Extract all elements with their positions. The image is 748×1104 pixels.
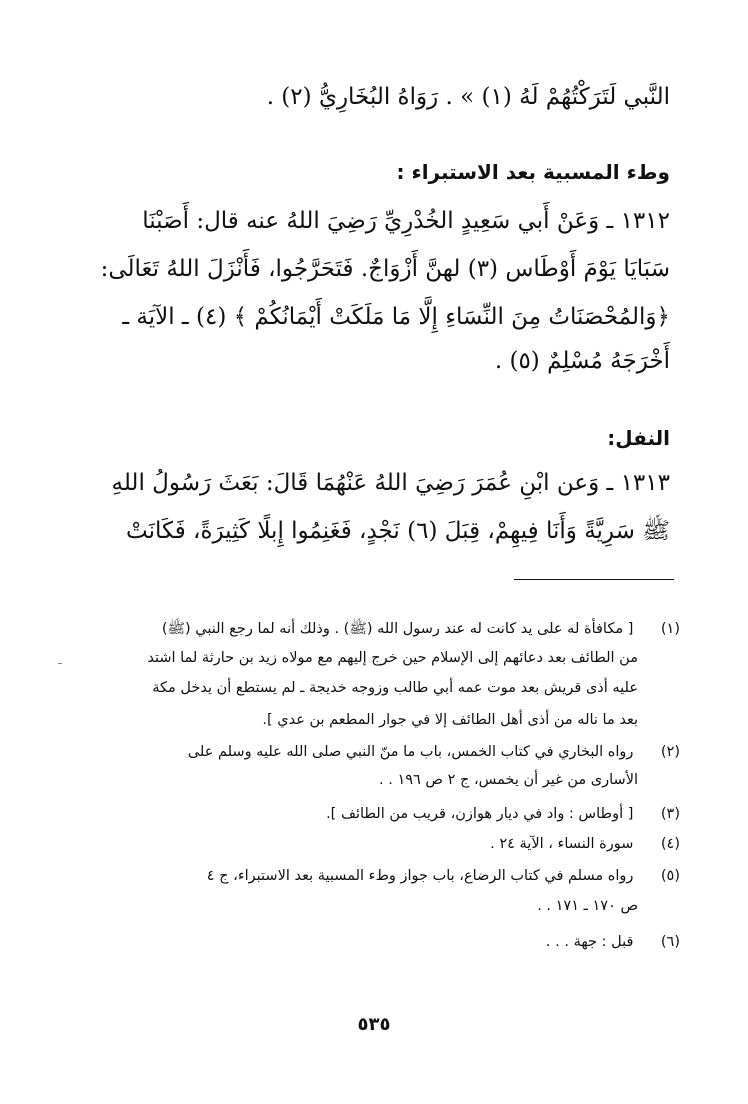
footnote-6 <box>100 934 680 950</box>
hadith-1312-line: سَبَايَا يَوْمَ أَوْطَاس (٣) لهنَّ أَزْوَاجٌ. فَتَحَرَّجُوا، فَأَنْزَلَ اللهُ تَعَالَى: <box>100 256 670 282</box>
footnote-number: (٦) <box>660 934 680 950</box>
hadith-1313-line: ﷺ سَرِيَّةً وَأَنَا فِيهِمْ، قِبَلَ (٦) نَجْدٍ، فَغَنِمُوا إِبلًا كَثِيرَةً، فَكَانَتْ <box>126 518 670 544</box>
footnote-1-cont: من الطائف بعد دعائهم إلى الإسلام حين خرج إليهم مع مولاه زيد بن حارثة لما اشتد <box>147 650 638 666</box>
stray-mark <box>58 663 62 664</box>
footnote-text: [ مكافأة له على يد كانت له عند رسول الله (ﷺ) . وذلك أنه لما رجع النبي (ﷺ) <box>161 621 634 637</box>
footnote-text: رواه البخاري في كتاب الخمس، باب ما منّ النبي صلى الله عليه وسلم على <box>187 744 634 760</box>
footnote-2 <box>100 744 680 760</box>
footnote-text: رواه مسلم في كتاب الرضاع، باب جواز وطء المسبية بعد الاستبراء، ج ٤ <box>206 868 634 884</box>
footnote-2-cont: الأسارى من غير أن يخمس، ج ٢ ص ١٩٦ . . <box>379 772 638 788</box>
footnote-number: (٣) <box>660 806 680 822</box>
footnote-separator <box>514 579 674 580</box>
footnote-4 <box>100 836 680 852</box>
hadith-1312-line: ﴿وَالمُحْصَنَاتُ مِنَ النِّسَاءِ إِلَّا مَا مَلَكَتْ أَيْمَانُكُمْ ﴾ (٤) ـ الآيَة ـ <box>122 304 670 330</box>
hadith-1312-line: أَخْرَجَهُ مُسْلِمٌ (٥) . <box>494 348 670 374</box>
footnote-5 <box>100 868 680 884</box>
footnote-1-cont: عليه أذى قريش بعد موت عمه أبي طالب وزوجه خديجة ـ لم يستطع أن يدخل مكة <box>152 680 638 696</box>
footnote-text: قبل : جهة . . . <box>545 934 634 950</box>
footnote-number: (١) <box>660 621 680 637</box>
footnote-5-cont: ص ١٧٠ ـ ١٧١ . . <box>537 898 638 914</box>
hadith-1313-line: ١٣١٣ ـ وَعن ابْنِ عُمَرَ رَضِيَ اللهُ عَنْهُمَا قَالَ: بَعَثَ رَسُولُ اللهِ <box>111 470 670 496</box>
section-heading-captives: وطء المسبية بعد الاستبراء : <box>396 160 670 184</box>
footnote-1 <box>100 620 680 641</box>
footnote-number: (٤) <box>660 836 680 852</box>
footnote-number: (٥) <box>660 868 680 884</box>
page-number: ٥٣٥ <box>357 1014 391 1035</box>
footnote-number: (٢) <box>660 744 680 760</box>
footnote-1-cont: بعد ما ناله من أذى أهل الطائف إلا في جوار المطعم بن عدي ]. <box>262 712 638 728</box>
text-line: النَّبي لَتَرَكْتُهُمْ لَهُ (١) » . رَوَاهُ البُخَارِيُّ (٢) . <box>266 84 670 110</box>
footnote-text: سورة النساء ، الآية ٢٤ . <box>490 836 634 852</box>
footnote-text: [ أوطاس : واد في ديار هوازن، قريب من الطائف ]. <box>326 806 634 822</box>
section-heading-nafl: النفل: <box>607 426 670 450</box>
hadith-1312-line: ١٣١٢ ـ وَعَنْ أَبي سَعِيدٍ الخُدْرِيِّ رَضِيَ اللهُ عنه قال: أَصَبْنَا <box>142 208 670 234</box>
footnote-3 <box>100 806 680 822</box>
